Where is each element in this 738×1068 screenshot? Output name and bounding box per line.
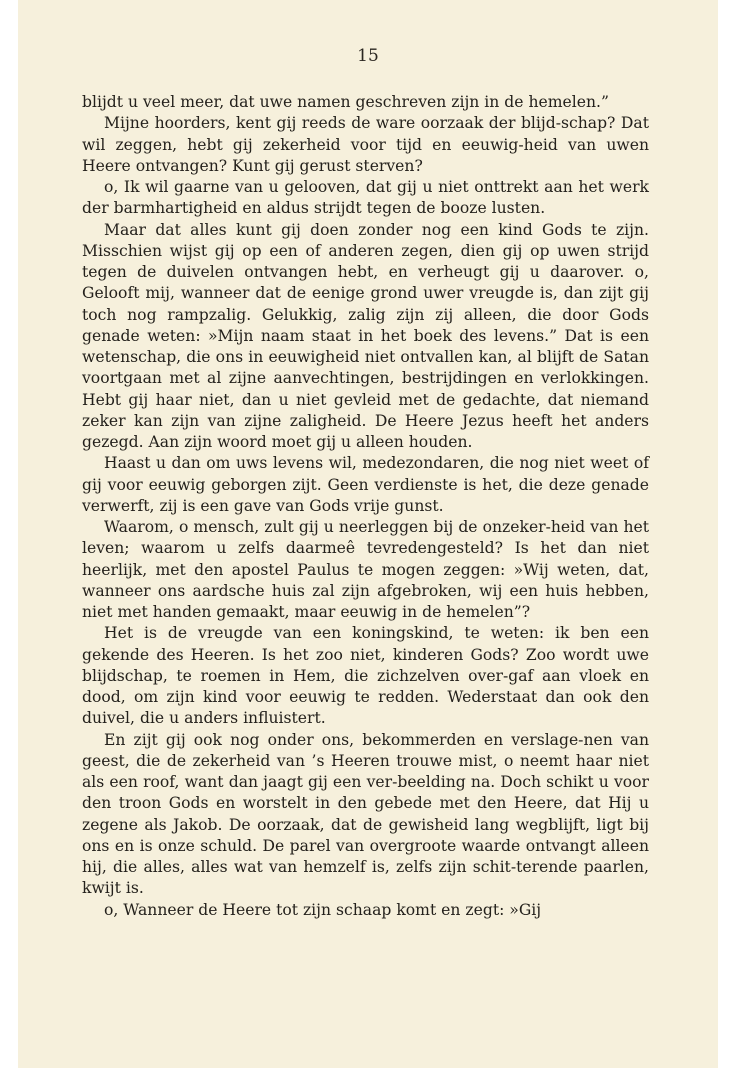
paragraph-9: o, Wanneer de Heere tot zijn schaap komt en zegt: »Gij <box>104 900 542 919</box>
paragraph-5: Haast u dan om uws levens wil, medezondaren, die nog niet weet of gij voor eeuwig geborgen zijt. Geen verdienste is het, die deze genade verwerft, zij is een gave van Gods vrije gunst. <box>82 454 649 515</box>
body-text <box>82 92 649 921</box>
paragraph-6: Waarom, o mensch, zult gij u neerleggen bij de onzeker-heid van het leven; waarom u zelfs daarmeê tevredengesteld? Is het dan niet heerlijk, met den apostel Paulus te mogen zeggen: »Wij weten, dat, wanneer ons aardsche huis zal zijn afgebroken, wij een huis hebben, niet met handen gemaakt, maar eeuwig in de hemelen”? <box>82 518 649 621</box>
paragraph-3: o, Ik wil gaarne van u gelooven, dat gij u niet onttrekt aan het werk der barmhartigheid en aldus strijdt tegen de booze lusten. <box>82 178 649 218</box>
page-number: 15 <box>357 46 379 66</box>
paragraph-8: En zijt gij ook nog onder ons, bekommerden en verslage-nen van geest, die de zekerheid van ’s Heeren trouwe mist, o neemt haar niet als een roof, want dan jaagt gij een ver-beelding na. Doch schikt u voor den troon Gods en worstelt in den gebede met den Heere, dat Hij u zegene als Jakob. De oorzaak, dat de gewisheid lang wegblijft, ligt bij ons en is onze schuld. De parel van overgroote waarde ontvangt alleen hij, die alles, alles wat van hemzelf is, zelfs zijn schit-terende paarlen, kwijt is. <box>82 730 649 898</box>
paragraph-1: blijdt u veel meer, dat uwe namen geschreven zijn in de hemelen.” <box>82 93 609 111</box>
paragraph-2: Mijne hoorders, kent gij reeds de ware oorzaak der blijd-schap? Dat wil zeggen, hebt gij zekerheid voor tijd en eeuwig-heid van uwen Heere ontvangen? Kunt gij gerust sterven? <box>82 114 649 175</box>
paragraph-4: Maar dat alles kunt gij doen zonder nog een kind Gods te zijn. Misschien wijst gij op een of anderen zegen, dien gij op uwen strijd tegen de duivelen ontvangen hebt, en verheugt gij u daarover. o, Gelooft mij, wanneer dat de eenige grond uwer vreugde is, dan zijt gij toch nog rampzalig. Gelukkig, zalig zijn zij alleen, die door Gods genade weten: »Mijn naam staat in het boek des levens.” Dat is een wetenschap, die ons in eeuwigheid niet ontvallen kan, al blijft de Satan voortgaan met al zijne aanvechtingen, bestrijdingen en verlokkingen. Hebt gij haar niet, dan u niet gevleid met de gedachte, dat niemand zeker kan zijn van zijne zaligheid. De Heere Jezus heeft het anders gezegd. Aan zijn woord moet gij u alleen houden. <box>82 220 649 451</box>
book-page <box>18 0 718 1068</box>
paragraph-7: Het is de vreugde van een koningskind, te weten: ik ben een gekende des Heeren. Is het zoo niet, kinderen Gods? Zoo wordt uwe blijdschap, te roemen in Hem, die zichzelven over-gaf aan vloek en dood, om zijn kind voor eeuwig te redden. Wederstaat dan ook den duivel, die u anders influistert. <box>82 624 649 728</box>
